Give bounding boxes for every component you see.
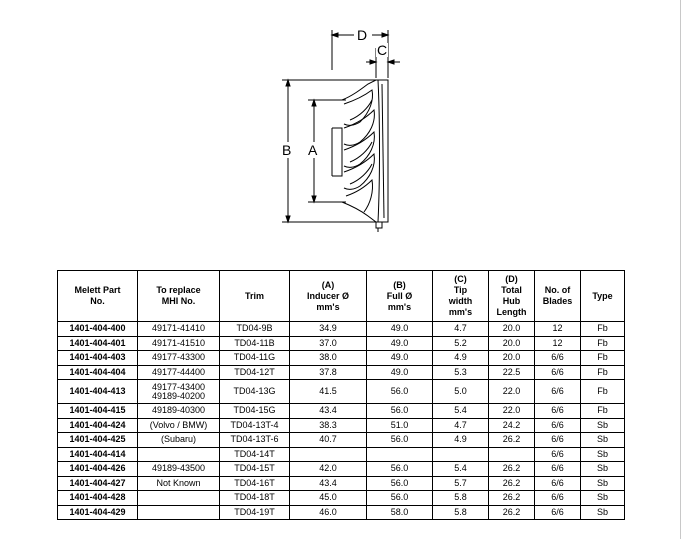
table-row <box>58 322 625 337</box>
cell-type: Fb <box>581 404 625 419</box>
cell-tip-width <box>433 447 489 462</box>
cell-full <box>367 447 433 462</box>
mhi-number: 49177-44400 <box>151 366 206 377</box>
cell-trim: TD04-13T-4 <box>220 418 290 433</box>
cell-hub-length <box>489 447 535 462</box>
cell-inducer: 37.0 <box>290 336 367 351</box>
mhi-number: Not Known <box>156 477 201 488</box>
table-row <box>58 462 625 477</box>
cell-trim: TD04-11G <box>220 351 290 366</box>
cell-part-no: 1401-404-428 <box>58 491 138 506</box>
cell-type: Fb <box>581 365 625 380</box>
cell-blades: 12 <box>535 336 581 351</box>
header-line: (C) <box>454 274 467 284</box>
header-line: Full Ø <box>386 290 413 301</box>
cell-full: 58.0 <box>367 505 433 520</box>
cell-inducer: 40.7 <box>290 433 367 448</box>
cell-tip-width: 4.7 <box>433 418 489 433</box>
cell-type: Fb <box>581 336 625 351</box>
mhi-number: 49177-43400 <box>151 381 206 392</box>
header-line: Length <box>496 307 527 317</box>
cell-blades: 6/6 <box>535 433 581 448</box>
cell-mhi-no <box>138 447 220 462</box>
table-row <box>58 351 625 366</box>
header-line: Hub <box>502 296 521 306</box>
cell-trim: TD04-13T-6 <box>220 433 290 448</box>
cell-full: 51.0 <box>367 418 433 433</box>
table-row <box>58 365 625 380</box>
cell-inducer: 37.8 <box>290 365 367 380</box>
cell-part-no: 1401-404-413 <box>58 380 138 404</box>
cell-trim: TD04-19T <box>220 505 290 520</box>
cell-hub-length: 24.2 <box>489 418 535 433</box>
header-line: (A) <box>321 279 335 290</box>
cell-tip-width: 5.0 <box>433 380 489 404</box>
cell-inducer: 43.4 <box>290 404 367 419</box>
header-line: No. of <box>544 285 571 295</box>
cell-tip-width: 5.7 <box>433 476 489 491</box>
header-line: mm's <box>316 301 340 312</box>
cell-trim: TD04-9B <box>220 322 290 337</box>
table-row <box>58 418 625 433</box>
cell-trim: TD04-18T <box>220 491 290 506</box>
cell-type: Sb <box>581 491 625 506</box>
cell-blades: 6/6 <box>535 418 581 433</box>
header-line: Tip <box>453 285 468 295</box>
cell-hub-length: 20.0 <box>489 336 535 351</box>
cell-full: 56.0 <box>367 380 433 404</box>
compressor-wheel-drawing <box>260 0 440 240</box>
compressor-wheel-diagram <box>260 0 440 240</box>
header-part-no <box>58 271 138 322</box>
table-row <box>58 433 625 448</box>
header-inducer <box>290 271 367 322</box>
cell-inducer: 42.0 <box>290 462 367 477</box>
cell-type: Sb <box>581 447 625 462</box>
cell-mhi-no <box>138 351 220 366</box>
cell-tip-width: 5.8 <box>433 505 489 520</box>
cell-tip-width: 4.9 <box>433 351 489 366</box>
cell-trim: TD04-14T <box>220 447 290 462</box>
cell-mhi-no <box>138 380 220 404</box>
dimension-a-label: A <box>308 142 318 158</box>
dimension-d-label: D <box>357 27 368 43</box>
cell-inducer <box>290 447 367 462</box>
table-row <box>58 380 625 404</box>
cell-tip-width: 4.7 <box>433 322 489 337</box>
cell-part-no: 1401-404-401 <box>58 336 138 351</box>
header-line: Type <box>592 290 613 301</box>
cell-hub-length: 22.0 <box>489 380 535 404</box>
cell-mhi-no <box>138 404 220 419</box>
cell-trim: TD04-13G <box>220 380 290 404</box>
cell-type: Fb <box>581 351 625 366</box>
cell-blades: 6/6 <box>535 462 581 477</box>
cell-blades: 6/6 <box>535 505 581 520</box>
header-line: mm's <box>448 307 473 317</box>
header-tip-width <box>433 271 489 322</box>
cell-type: Sb <box>581 505 625 520</box>
table-row <box>58 505 625 520</box>
mhi-number: (Volvo / BMW) <box>149 419 208 430</box>
cell-mhi-no <box>138 365 220 380</box>
header-blades <box>535 271 581 322</box>
mhi-number: 49171-41410 <box>151 323 206 334</box>
cell-hub-length: 20.0 <box>489 322 535 337</box>
mhi-number: 49177-43300 <box>151 352 206 363</box>
cell-mhi-no <box>138 476 220 491</box>
cell-full: 49.0 <box>367 322 433 337</box>
header-mhi-no <box>138 271 220 322</box>
cell-inducer: 41.5 <box>290 380 367 404</box>
cell-tip-width: 5.3 <box>433 365 489 380</box>
cell-hub-length: 26.2 <box>489 476 535 491</box>
cell-trim: TD04-11B <box>220 336 290 351</box>
cell-inducer: 38.3 <box>290 418 367 433</box>
cell-type: Sb <box>581 433 625 448</box>
cell-tip-width: 5.2 <box>433 336 489 351</box>
header-line: Inducer Ø <box>306 290 349 301</box>
cell-part-no: 1401-404-424 <box>58 418 138 433</box>
table-row <box>58 404 625 419</box>
cell-mhi-no <box>138 336 220 351</box>
header-line: Trim <box>244 290 264 301</box>
cell-hub-length: 26.2 <box>489 462 535 477</box>
cell-hub-length: 26.2 <box>489 491 535 506</box>
cell-blades: 6/6 <box>535 351 581 366</box>
header-line: mm's <box>387 301 412 312</box>
cell-tip-width: 4.9 <box>433 433 489 448</box>
header-type <box>581 271 625 322</box>
cell-hub-length: 20.0 <box>489 351 535 366</box>
header-line: (B) <box>393 279 406 290</box>
cell-tip-width: 5.4 <box>433 462 489 477</box>
mhi-number: 49189-40300 <box>151 405 206 416</box>
cell-full: 56.0 <box>367 491 433 506</box>
compressor-wheel-spec-table <box>57 270 625 520</box>
cell-full: 56.0 <box>367 404 433 419</box>
cell-mhi-no <box>138 462 220 477</box>
cell-hub-length: 26.2 <box>489 433 535 448</box>
cell-inducer: 34.9 <box>290 322 367 337</box>
cell-inducer: 45.0 <box>290 491 367 506</box>
cell-blades: 12 <box>535 322 581 337</box>
cell-blades: 6/6 <box>535 404 581 419</box>
cell-blades: 6/6 <box>535 365 581 380</box>
dimension-c-label: C <box>377 42 388 58</box>
cell-part-no: 1401-404-415 <box>58 404 138 419</box>
cell-trim: TD04-15G <box>220 404 290 419</box>
cell-type: Fb <box>581 322 625 337</box>
cell-trim: TD04-15T <box>220 462 290 477</box>
cell-blades: 6/6 <box>535 491 581 506</box>
table-header-row <box>58 271 625 322</box>
mhi-number: 49189-43500 <box>151 463 206 474</box>
header-trim <box>220 271 290 322</box>
cell-hub-length: 26.2 <box>489 505 535 520</box>
cell-part-no: 1401-404-404 <box>58 365 138 380</box>
cell-full: 49.0 <box>367 365 433 380</box>
cell-type: Sb <box>581 462 625 477</box>
cell-inducer: 46.0 <box>290 505 367 520</box>
cell-hub-length: 22.5 <box>489 365 535 380</box>
cell-part-no: 1401-404-429 <box>58 505 138 520</box>
cell-type: Sb <box>581 418 625 433</box>
cell-full: 56.0 <box>367 462 433 477</box>
cell-full: 56.0 <box>367 476 433 491</box>
cell-tip-width: 5.8 <box>433 491 489 506</box>
cell-mhi-no <box>138 433 220 448</box>
mhi-number: 49189-40200 <box>151 390 206 401</box>
cell-trim: TD04-16T <box>220 476 290 491</box>
cell-part-no: 1401-404-400 <box>58 322 138 337</box>
table-row <box>58 476 625 491</box>
header-line: MHI No. <box>161 296 196 306</box>
mhi-number: 49171-41510 <box>151 337 206 348</box>
cell-part-no: 1401-404-426 <box>58 462 138 477</box>
cell-mhi-no <box>138 505 220 520</box>
cell-mhi-no <box>138 322 220 337</box>
cell-type: Sb <box>581 476 625 491</box>
cell-trim: TD04-12T <box>220 365 290 380</box>
mhi-number: (Subaru) <box>160 434 196 445</box>
cell-part-no: 1401-404-425 <box>58 433 138 448</box>
table-row <box>58 336 625 351</box>
cell-mhi-no <box>138 418 220 433</box>
cell-tip-width: 5.4 <box>433 404 489 419</box>
header-line: To replace <box>156 285 201 295</box>
cell-part-no: 1401-404-414 <box>58 447 138 462</box>
cell-part-no: 1401-404-427 <box>58 476 138 491</box>
cell-part-no: 1401-404-403 <box>58 351 138 366</box>
table-row <box>58 447 625 462</box>
page-edge-line <box>680 0 681 539</box>
cell-full: 49.0 <box>367 351 433 366</box>
header-line: (D) <box>505 274 518 284</box>
dimension-b-label: B <box>282 142 292 158</box>
table-body <box>58 322 625 520</box>
header-line: No. <box>90 296 105 306</box>
cell-mhi-no <box>138 491 220 506</box>
cell-blades: 6/6 <box>535 447 581 462</box>
header-hub-length <box>489 271 535 322</box>
cell-hub-length: 22.0 <box>489 404 535 419</box>
header-line: Melett Part <box>74 285 121 295</box>
table-row <box>58 491 625 506</box>
cell-type: Fb <box>581 380 625 404</box>
header-full <box>367 271 433 322</box>
cell-full: 49.0 <box>367 336 433 351</box>
header-line: Blades <box>542 296 573 306</box>
cell-full: 56.0 <box>367 433 433 448</box>
cell-blades: 6/6 <box>535 476 581 491</box>
cell-inducer: 43.4 <box>290 476 367 491</box>
header-line: Total <box>501 285 522 295</box>
cell-blades: 6/6 <box>535 380 581 404</box>
cell-inducer: 38.0 <box>290 351 367 366</box>
header-line: width <box>448 296 473 306</box>
